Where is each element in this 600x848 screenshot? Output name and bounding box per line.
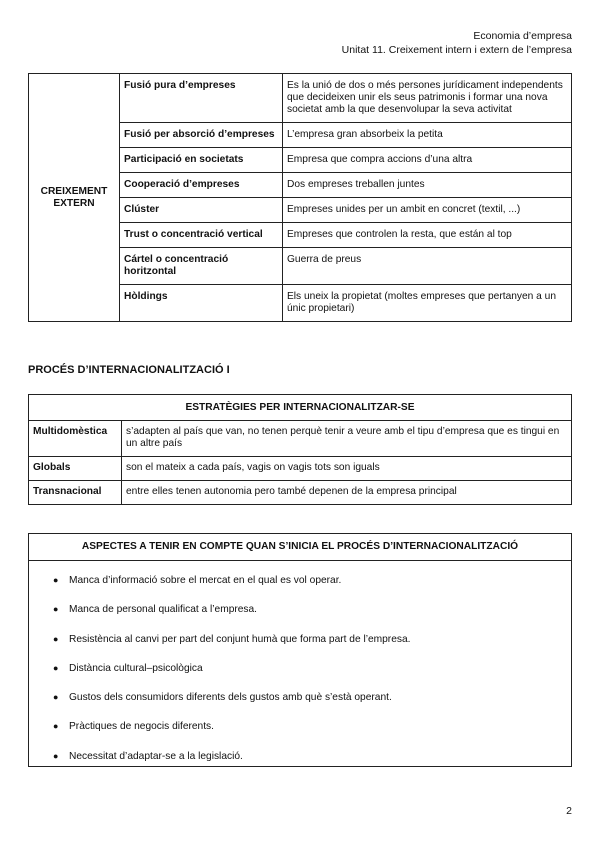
page-header	[342, 29, 572, 57]
external-growth-label: CREIXEMENT EXTERN	[29, 74, 120, 322]
bullet-icon: ●	[53, 692, 59, 703]
list-item	[53, 654, 571, 683]
growth-term: Fusió pura d’empreses	[120, 74, 283, 123]
aspects-list	[29, 561, 571, 771]
growth-term: Cártel o concentració horitzontal	[120, 248, 283, 285]
header-unit: Unitat 11. Creixement intern i extern de l’empresa	[341, 44, 572, 56]
aspects-box	[28, 533, 572, 767]
list-item	[53, 595, 571, 624]
list-item	[53, 625, 571, 654]
aspect-text: Pràctiques de negocis diferents.	[69, 721, 214, 733]
strategy-definition: son el mateix a cada país, vagis on vagis tots son iguals	[122, 457, 572, 481]
strategies-table	[28, 394, 572, 505]
growth-definition: Empresa que compra accions d’una altra	[283, 148, 572, 173]
growth-definition: Es la unió de dos o més persones jurídicament independents que decideixen unir els seus patrimonis i formar una nova societat amb la que desenvolupar la seva activitat	[283, 74, 572, 123]
list-item	[53, 566, 571, 595]
aspect-text: Resistència al canvi per part del conjunt humà que forma part de l’empresa.	[69, 633, 411, 645]
aspect-text: Necessitat d’adaptar-se a la legislació.	[69, 750, 243, 762]
aspect-text: Manca de personal qualificat a l’empresa.	[69, 604, 258, 616]
bullet-icon: ●	[53, 750, 59, 761]
strategy-term: Multidomèstica	[29, 421, 122, 457]
strategy-definition: s’adapten al país que van, no tenen perquè tenir a veure amb el tipu d’empresa que es tingui en un altre país	[122, 421, 572, 457]
growth-term: Trust o concentració vertical	[120, 223, 283, 248]
list-item	[53, 712, 571, 741]
strategy-definition: entre elles tenen autonomia pero també depenen de la empresa principal	[122, 481, 572, 505]
aspect-text: Manca d’informació sobre el mercat en el qual es vol operar.	[69, 575, 342, 586]
strategy-term: Globals	[29, 457, 122, 481]
growth-term: Cooperació d’empreses	[120, 173, 283, 198]
bullet-icon: ●	[53, 633, 59, 644]
bullet-icon: ●	[53, 604, 59, 615]
section-title: PROCÉS D’INTERNACIONALITZACIÓ I	[28, 364, 230, 376]
bullet-icon: ●	[53, 662, 59, 673]
growth-definition: L’empresa gran absorbeix la petita	[283, 123, 572, 148]
table-header-row	[29, 395, 572, 421]
growth-definition: Guerra de preus	[283, 248, 572, 285]
list-item	[53, 683, 571, 712]
page-number: 2	[566, 805, 572, 817]
aspect-text: Gustos dels consumidors diferents dels gustos amb què s’està operant.	[69, 692, 392, 704]
list-item	[53, 742, 571, 771]
growth-definition: Els uneix la propietat (moltes empreses que pertanyen a un únic propietari)	[283, 285, 572, 322]
table-row	[29, 74, 572, 123]
aspects-title: ASPECTES A TENIR EN COMPTE QUAN S’INICIA EL PROCÉS D’INTERNACIONALITZACIÓ	[29, 534, 571, 561]
growth-term: Hòldings	[120, 285, 283, 322]
strategy-term: Transnacional	[29, 481, 122, 505]
growth-term: Participació en societats	[120, 148, 283, 173]
table-row	[29, 481, 572, 505]
growth-definition: Dos empreses treballen juntes	[283, 173, 572, 198]
bullet-icon: ●	[53, 575, 59, 585]
strategies-title: ESTRATÈGIES PER INTERNACIONALITZAR-SE	[29, 395, 572, 421]
table-row	[29, 421, 572, 457]
external-growth-table	[28, 73, 572, 322]
header-subject: Economia d’empresa	[473, 30, 572, 42]
bullet-icon: ●	[53, 721, 59, 732]
growth-term: Fusió per absorció d’empreses	[120, 123, 283, 148]
growth-term: Clúster	[120, 198, 283, 223]
table-row	[29, 457, 572, 481]
growth-definition: Empreses que controlen la resta, que están al top	[283, 223, 572, 248]
growth-definition: Empreses unides per un ambit en concret (textil, ...)	[283, 198, 572, 223]
aspect-text: Distància cultural–psicològica	[69, 662, 203, 674]
